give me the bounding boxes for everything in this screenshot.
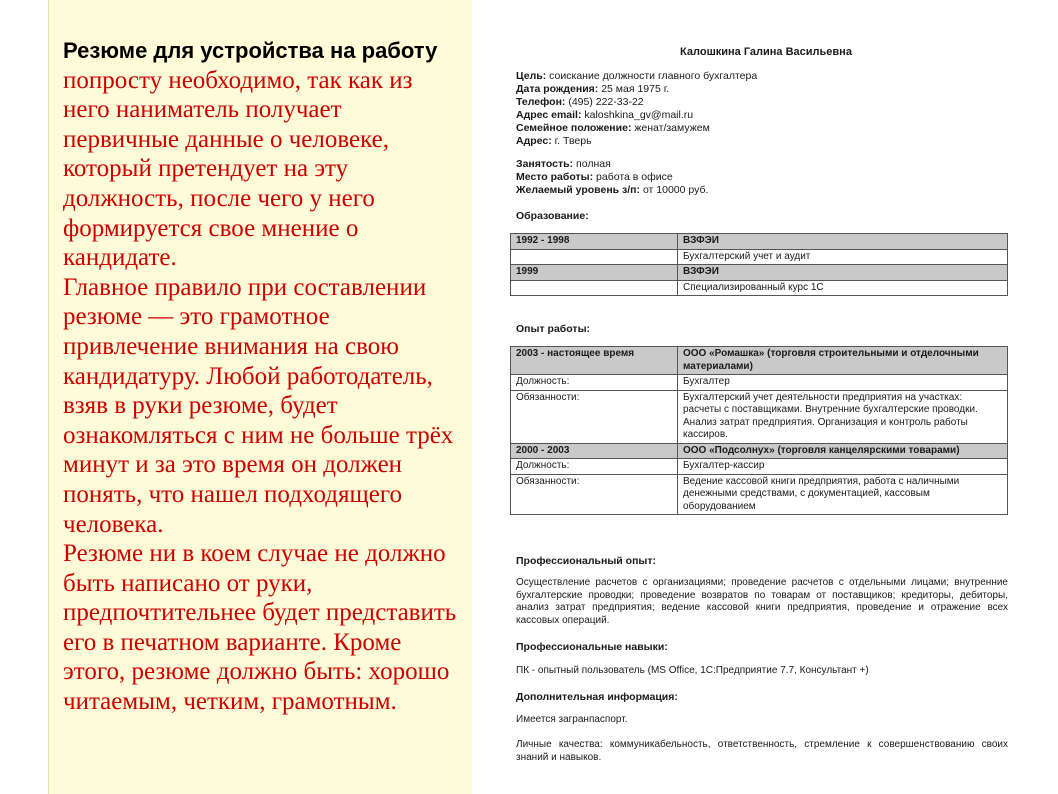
skills-heading: Профессиональные навыки: (516, 641, 668, 653)
prof-experience-text: Осуществление расчетов с организациями; проведение расчетов с отдельными лицами; внутренние бухгалтерские проводки; проведение возвратов по товарам от поставщиков; кредиторы, дебиторы, анализ затрат предприятия; ведение кассовой книги предприятия, проведение и отражение всех кассовых операций. (516, 577, 1008, 626)
personal-qualities-text: Личные качества: коммуникабельность, ответственность, стремление к совершенствованию своих знаний и навыков. (516, 739, 1008, 763)
table-row: 1999 ВЗФЭИ (511, 265, 1008, 281)
employment-info (516, 158, 1026, 197)
explanation-text (63, 36, 463, 717)
additional-text: Имеется загранпаспорт. (516, 714, 628, 725)
info-line: Дата рождения: 25 мая 1975 г. (516, 83, 670, 95)
resume-document (474, 0, 1058, 794)
info-line: Желаемый уровень з/п: от 10000 руб. (516, 184, 709, 196)
intro-paragraph (63, 36, 463, 273)
table-row: Обязанности: Ведение кассовой книги предприятия, работа с наличными денежными средствами, с документацией, кассовым оборудованием (511, 474, 1008, 515)
table-row: Бухгалтерский учет и аудит (511, 249, 1008, 265)
info-line: Телефон: (495) 222-33-22 (516, 96, 644, 108)
info-line: Цель: соискание должности главного бухгалтера (516, 70, 758, 82)
format-paragraph: Резюме ни в коем случае не должно быть написано от руки, предпочтительнее будет представить его в печатном варианте. Кроме этого, резюме должно быть: хорошо читаемым, четким, грамотным. (63, 540, 457, 716)
prof-experience-heading: Профессиональный опыт: (516, 555, 657, 567)
additional-heading: Дополнительная информация: (516, 691, 678, 703)
table-row: Специализированный курс 1С (511, 280, 1008, 296)
personal-info (516, 70, 1026, 148)
table-row: Должность: Бухгалтер (511, 375, 1008, 391)
experience-table (510, 346, 1008, 515)
table-row: 1992 - 1998 ВЗФЭИ (511, 234, 1008, 250)
experience-heading: Опыт работы: (516, 323, 591, 335)
info-line: Семейное положение: женат/замужем (516, 122, 710, 134)
intro-heading: Резюме для устройства на работу (63, 38, 438, 63)
info-line: Адрес: г. Тверь (516, 135, 592, 147)
skills-text: ПК - опытный пользователь (MS Office, 1С:Предприятие 7.7, Консультант +) (516, 665, 869, 676)
info-line: Место работы: работа в офисе (516, 171, 673, 183)
info-line: Адрес email: kaloshkina_gv@mail.ru (516, 109, 694, 121)
education-table (510, 233, 1008, 296)
intro-body: попросту необходимо, так как из него наниматель получает первичные данные о человеке, который претендует на эту должность, после чего у него формируется свое мнение о кандидате. (63, 66, 413, 272)
table-row: 2003 - настоящее время ООО «Ромашка» (торговля строительными и отделочными материалами) (511, 347, 1008, 375)
info-line: Занятость: полная (516, 158, 611, 170)
text-panel (48, 0, 472, 794)
table-row: Обязанности: Бухгалтерский учет деятельности предприятия на участках: расчеты с поставщиками. Внутренние бухгалтерские проводки. Анализ затрат предприятия. Организация и контроль работы кассиров. (511, 390, 1008, 443)
education-heading: Образование: (516, 210, 589, 222)
resume-name: Калошкина Галина Васильевна (680, 46, 852, 58)
table-row: 2000 - 2003 ООО «Подсолнух» (торговля канцелярскими товарами) (511, 443, 1008, 459)
rule-paragraph: Главное правило при составлении резюме — это грамотное привлечение внимания на свою кандидатуру. Любой работодатель, взяв в руки резюме, будет ознакомляться с ним не больше трёх минут и за это время он должен понять, что нашел подходящего человека. (63, 273, 454, 538)
table-row: Должность: Бухгалтер-кассир (511, 459, 1008, 475)
